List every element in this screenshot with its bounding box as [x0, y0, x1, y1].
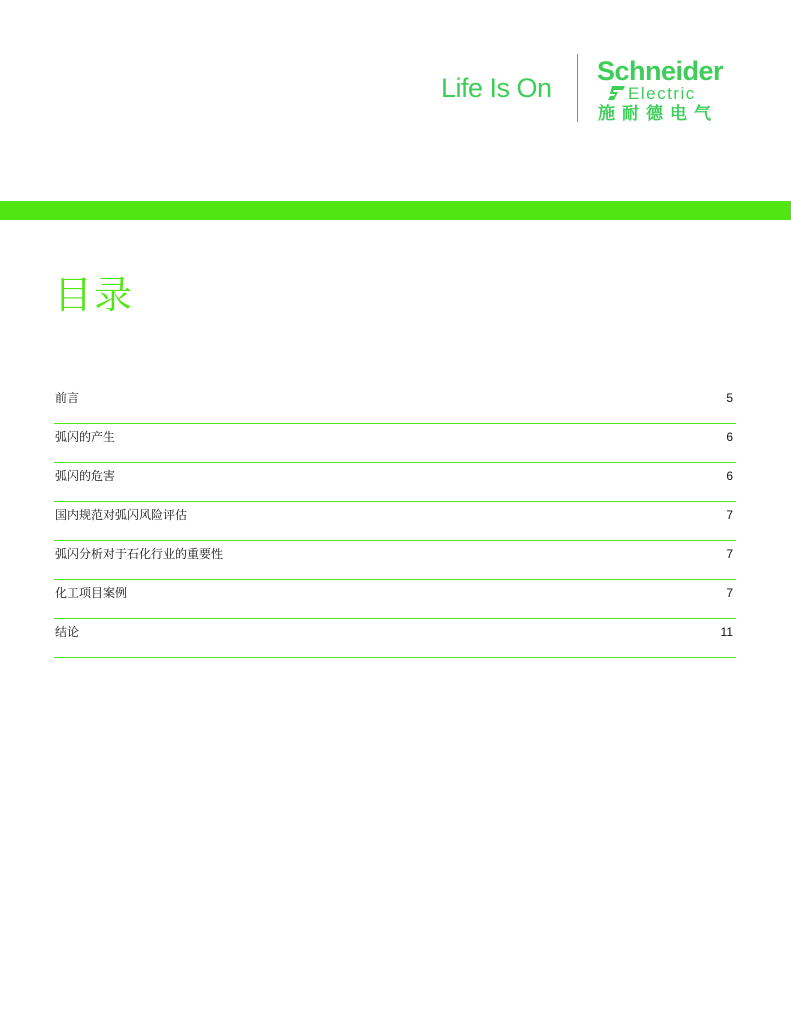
toc-entry-page: 6 [726, 469, 733, 483]
toc-list [54, 385, 736, 658]
toc-entry[interactable] [54, 580, 736, 619]
toc-entry-label: 弧闪的危害 [55, 469, 116, 483]
toc-entry-page: 7 [726, 547, 733, 561]
toc-entry-label: 前言 [55, 391, 80, 405]
toc-entry-page: 6 [726, 430, 733, 444]
tagline [441, 70, 552, 106]
green-band [0, 201, 791, 220]
schneider-mark-icon [606, 84, 626, 102]
toc-entry[interactable] [54, 463, 736, 502]
toc-entry-page: 5 [726, 391, 733, 405]
toc-entry[interactable] [54, 385, 736, 424]
brand-chinese-name: 施耐德电气 [598, 104, 718, 124]
header-divider [577, 54, 578, 122]
toc-entry-label: 弧闪分析对于石化行业的重要性 [55, 547, 224, 561]
toc-entry-label: 国内规范对弧闪风险评估 [55, 508, 188, 522]
toc-entry-label: 化工项目案例 [55, 586, 128, 600]
toc-title: 目录 [54, 273, 135, 317]
brand-sub-text: Electric [628, 84, 696, 103]
toc-entry-page: 11 [720, 625, 733, 639]
toc-entry[interactable] [54, 619, 736, 658]
brand-logo-sub [606, 84, 696, 104]
toc-entry-page: 7 [726, 508, 733, 522]
toc-entry[interactable] [54, 502, 736, 541]
page-header [0, 0, 791, 200]
tagline-text: Life Is On [441, 73, 552, 103]
brand-logo-name: Schneider [597, 56, 724, 86]
toc-entry[interactable] [54, 424, 736, 463]
toc-entry-label: 弧闪的产生 [55, 430, 116, 444]
toc-entry-label: 结论 [55, 625, 80, 639]
toc-entry[interactable] [54, 541, 736, 580]
toc-entry-page: 7 [726, 586, 733, 600]
